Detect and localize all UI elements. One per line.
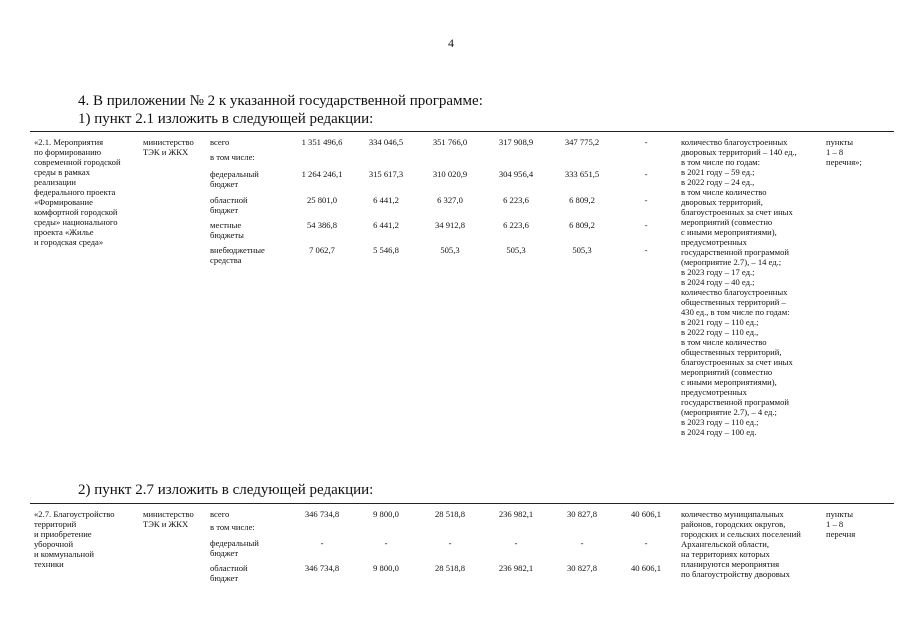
table1-cell: 315 617,3: [368, 169, 404, 179]
table1-cell: 5 546,8: [373, 245, 399, 255]
page-number: 4: [448, 36, 454, 50]
table1-cell: 34 912,8: [434, 220, 466, 230]
table2-cell: 28 518,8: [434, 509, 466, 519]
subheading-item-2-1: 1) пункт 2.1 изложить в следующей редакции:: [78, 111, 374, 127]
table2-cell: -: [320, 538, 324, 548]
table1-source-regional: областной бюджет: [210, 195, 248, 215]
table2-list-items: пункты 1 – 8 перечня: [826, 509, 856, 539]
table2-cell: -: [448, 538, 452, 548]
table1-cell: 304 956,4: [498, 169, 534, 179]
table1-source-total: всего: [210, 137, 230, 147]
table2-cell: -: [580, 538, 584, 548]
table1-cell: -: [644, 245, 648, 255]
table2-cell: -: [384, 538, 388, 548]
table1-cell: -: [644, 169, 648, 179]
table2-cell: 30 827,8: [566, 509, 598, 519]
table2-source-regional: областной бюджет: [210, 563, 248, 583]
table2-cell: 9 800,0: [373, 563, 399, 573]
table1-executor: министерство ТЭК и ЖКХ: [143, 137, 194, 157]
table1-cell: 347 775,2: [564, 137, 600, 147]
table1-measure-name: «2.1. Мероприятия по формированию современной городской среды в рамках реализации федерального проекта «Формирование комфортной городской среды» национального проекта «Жилье и городская среда»: [34, 137, 121, 247]
table1-cell: 6 809,2: [569, 220, 595, 230]
table2-cell: -: [514, 538, 518, 548]
table1-cell: -: [644, 195, 648, 205]
table1-cell: 1 264 246,1: [301, 169, 343, 179]
table2-cell: 30 827,8: [566, 563, 598, 573]
table1-cell: -: [644, 137, 648, 147]
table1-cell: 334 046,5: [368, 137, 404, 147]
table2-executor: министерство ТЭК и ЖКХ: [143, 509, 194, 529]
table1-cell: 505,3: [506, 245, 526, 255]
table1-list-items: пункты 1 – 8 перечня»;: [826, 137, 862, 167]
table1-cell: 6 223,6: [503, 220, 529, 230]
table1-cell: 6 327,0: [437, 195, 463, 205]
table1-source-incl: в том числе:: [210, 152, 255, 162]
table2-cell: 346 734,8: [304, 563, 340, 573]
table2-cell: 9 800,0: [373, 509, 399, 519]
table1-top-rule: [30, 131, 894, 132]
table1-cell: 1 351 496,6: [301, 137, 343, 147]
table2-cell: 236 982,1: [498, 509, 534, 519]
table2-cell: 346 734,8: [304, 509, 340, 519]
table1-cell: 351 766,0: [432, 137, 468, 147]
table1-cell: 333 651,5: [564, 169, 600, 179]
table2-source-total: всего: [210, 509, 230, 519]
table1-cell: 505,3: [440, 245, 460, 255]
table1-cell: 505,3: [572, 245, 592, 255]
subheading-item-2-7: 2) пункт 2.7 изложить в следующей редакции:: [78, 482, 374, 498]
table1-cell: 54 386,8: [306, 220, 338, 230]
table1-source-federal: федеральный бюджет: [210, 169, 259, 189]
table1-cell: 6 441,2: [373, 195, 399, 205]
table1-cell: 6 223,6: [503, 195, 529, 205]
table2-top-rule: [30, 503, 894, 504]
table1-cell: -: [644, 220, 648, 230]
table1-cell: 7 062,7: [309, 245, 335, 255]
table2-measure-name: «2.7. Благоустройство территорий и приобретение уборочной и коммунальной техники: [34, 509, 115, 569]
table1-cell: 310 020,9: [432, 169, 468, 179]
table1-source-local: местные бюджеты: [210, 220, 244, 240]
table1-result-indicators: количество благоустроенных дворовых территорий – 140 ед., в том числе по годам: в 2021 году – 59 ед.; в 2022 году – 24 ед., в том числе количество дворовых территорий, благоустроенных за счет иных мероприятий (совместно с иными мероприятиями), предусмотренных государственной программой (мероприятие 2.7), – 14 ед.; в 2023 году – 17 ед.; в 2024 году – 40 ед.; количество благоустроенных общественных территорий – 430 ед., в том числе по годам: в 2021 году – 110 ед.; в 2022 году – 110 ед., в том числе количество общественных территорий, благоустроенных за счет иных мероприятий (совместно с иными мероприятиями), предусмотренных государственной программой (мероприятие 2.7), – 4 ед.; в 2023 году – 110 ед.; в 2024 году – 100 ед.: [681, 137, 797, 437]
table1-cell: 317 908,9: [498, 137, 534, 147]
table1-cell: 6 441,2: [373, 220, 399, 230]
table2-cell: -: [644, 538, 648, 548]
table2-cell: 236 982,1: [498, 563, 534, 573]
table1-source-extrabudget: внебюджетные средства: [210, 245, 265, 265]
table2-cell: 40 606,1: [630, 509, 662, 519]
table1-cell: 25 801,0: [306, 195, 338, 205]
section-heading: 4. В приложении № 2 к указанной государственной программе:: [78, 93, 483, 109]
table2-cell: 28 518,8: [434, 563, 466, 573]
table1-cell: 6 809,2: [569, 195, 595, 205]
table2-cell: 40 606,1: [630, 563, 662, 573]
table2-result-indicators: количество муниципальных районов, городских округов, городских и сельских поселений Архангельской области, на территориях которых планируются мероприятия по благоустройству дворовых: [681, 509, 801, 579]
table2-source-incl: в том числе:: [210, 522, 255, 532]
table2-source-federal: федеральный бюджет: [210, 538, 259, 558]
